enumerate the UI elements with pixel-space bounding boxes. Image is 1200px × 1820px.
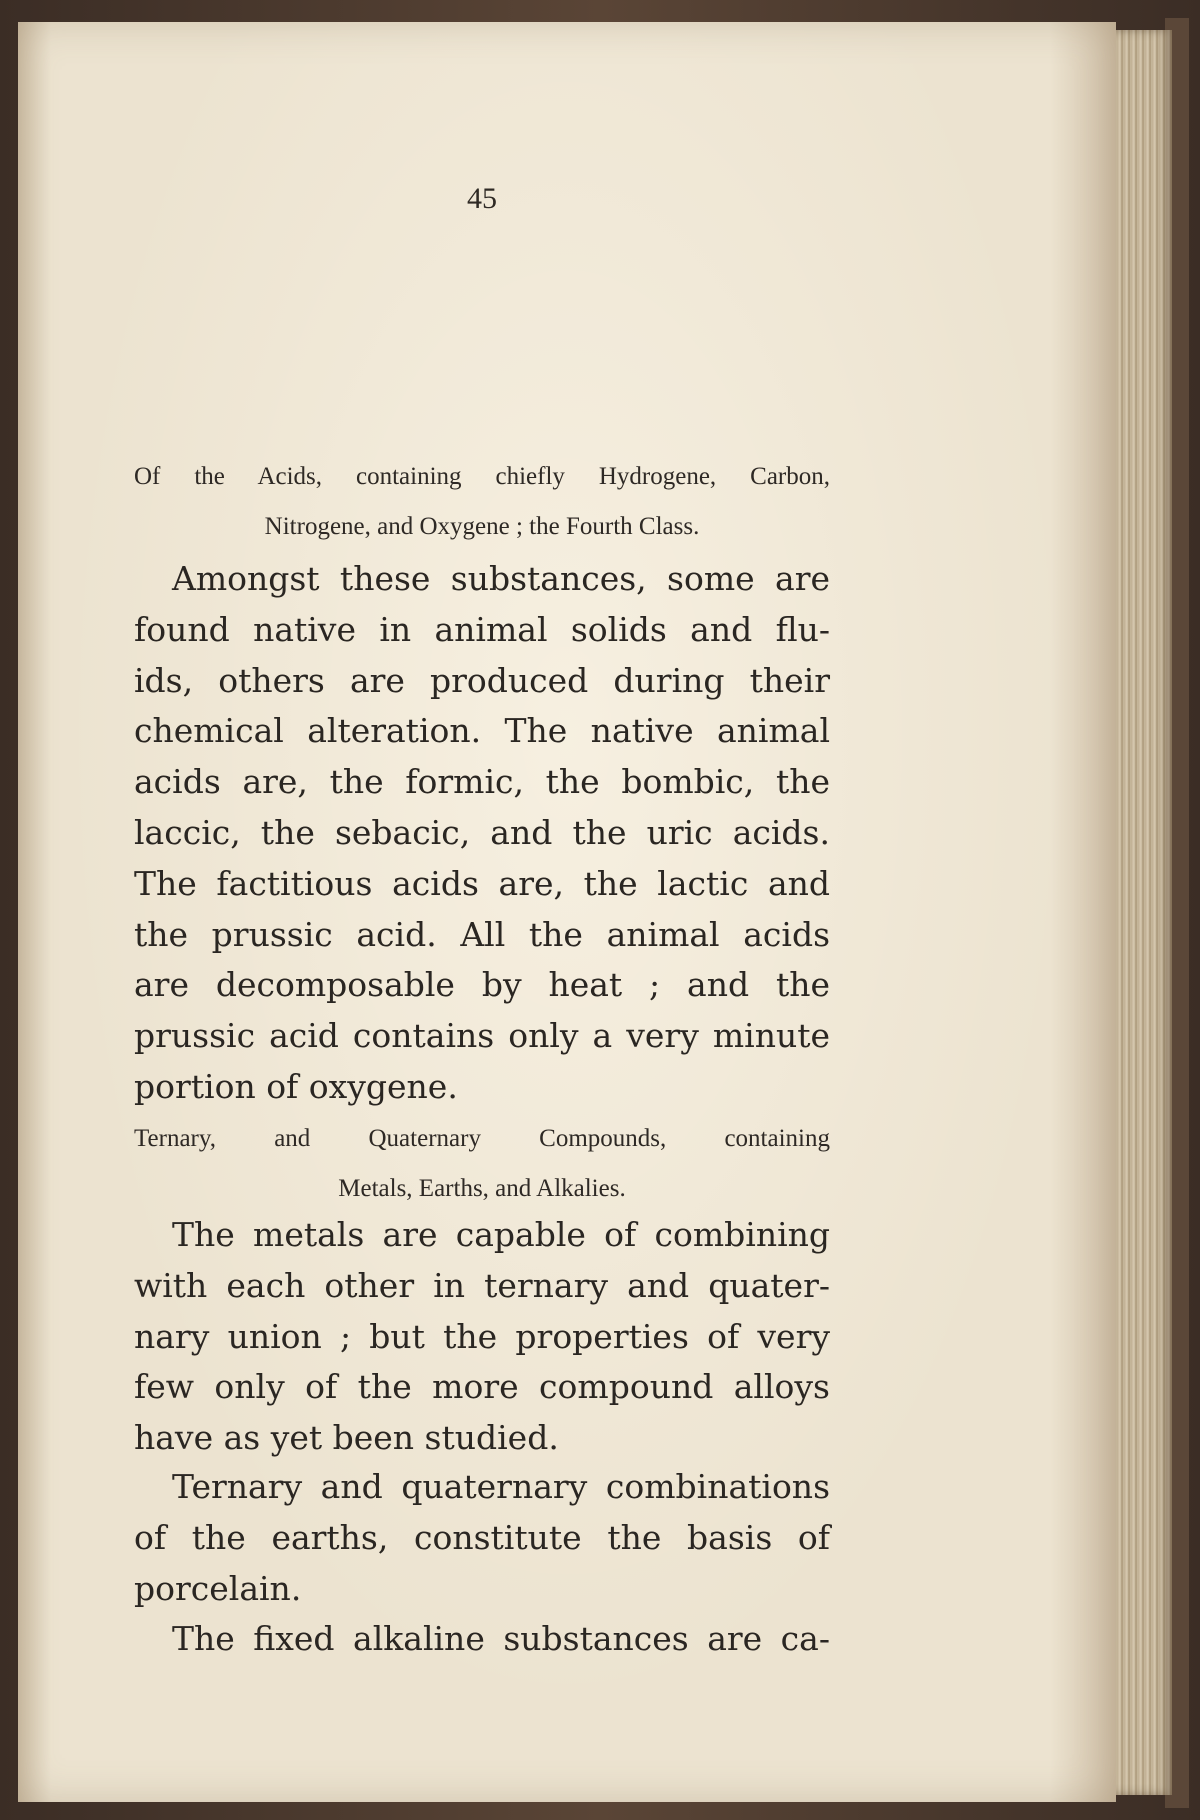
text-line: The factitious acids are, the lactic and xyxy=(134,863,830,903)
text-line: acids are, the formic, the bombic, the xyxy=(134,762,830,802)
text-line: portion of oxygene. xyxy=(134,1066,458,1106)
text-line: are decomposable by heat ; and the xyxy=(134,965,830,1005)
text-line: few only of the more compound alloys xyxy=(134,1367,830,1407)
text-line: The metals are capable of combining xyxy=(172,1215,830,1254)
text-line: of the earths, constitute the basis of xyxy=(134,1517,830,1557)
text-line: have as yet been studied. xyxy=(134,1418,559,1458)
text-line: found native in animal solids and flu- xyxy=(134,609,830,649)
text-line: laccic, the sebacic, and the uric acids. xyxy=(134,812,830,852)
page-edges xyxy=(1110,30,1172,1795)
paragraph-alkaline xyxy=(134,1614,830,1665)
text-line: with each other in ternary and quater- xyxy=(134,1265,830,1305)
text-line: nary union ; but the properties of very xyxy=(134,1316,830,1356)
paragraph-acids xyxy=(134,554,830,1113)
heading-line: Nitrogene, and Oxygene ; the Fourth Class. xyxy=(264,513,700,540)
section-heading-compounds xyxy=(134,1114,830,1214)
text-line: Ternary and quaternary combinations xyxy=(172,1467,830,1506)
heading-line: Metals, Earths, and Alkalies. xyxy=(338,1175,626,1202)
book-page xyxy=(18,22,1116,1802)
text-line: prussic acid contains only a very minute xyxy=(134,1016,830,1056)
text-line: ids, others are produced during their xyxy=(134,660,830,700)
text-line: chemical alteration. The native animal xyxy=(134,711,830,751)
text-line: porcelain. xyxy=(134,1568,302,1608)
heading-line: Of the Acids, containing chiefly Hydrogene, Carbon, xyxy=(134,463,830,490)
paragraph-metals xyxy=(134,1210,830,1464)
page-number: 45 xyxy=(467,182,497,215)
paragraph-earths xyxy=(134,1462,830,1614)
section-heading-acids xyxy=(134,452,830,552)
text-line: The fixed alkaline substances are ca- xyxy=(172,1619,830,1658)
text-line: Amongst these substances, some are xyxy=(172,559,830,598)
heading-line: Ternary, and Quaternary Compounds, containing xyxy=(134,1125,830,1152)
text-line: the prussic acid. All the animal acids xyxy=(134,914,830,954)
